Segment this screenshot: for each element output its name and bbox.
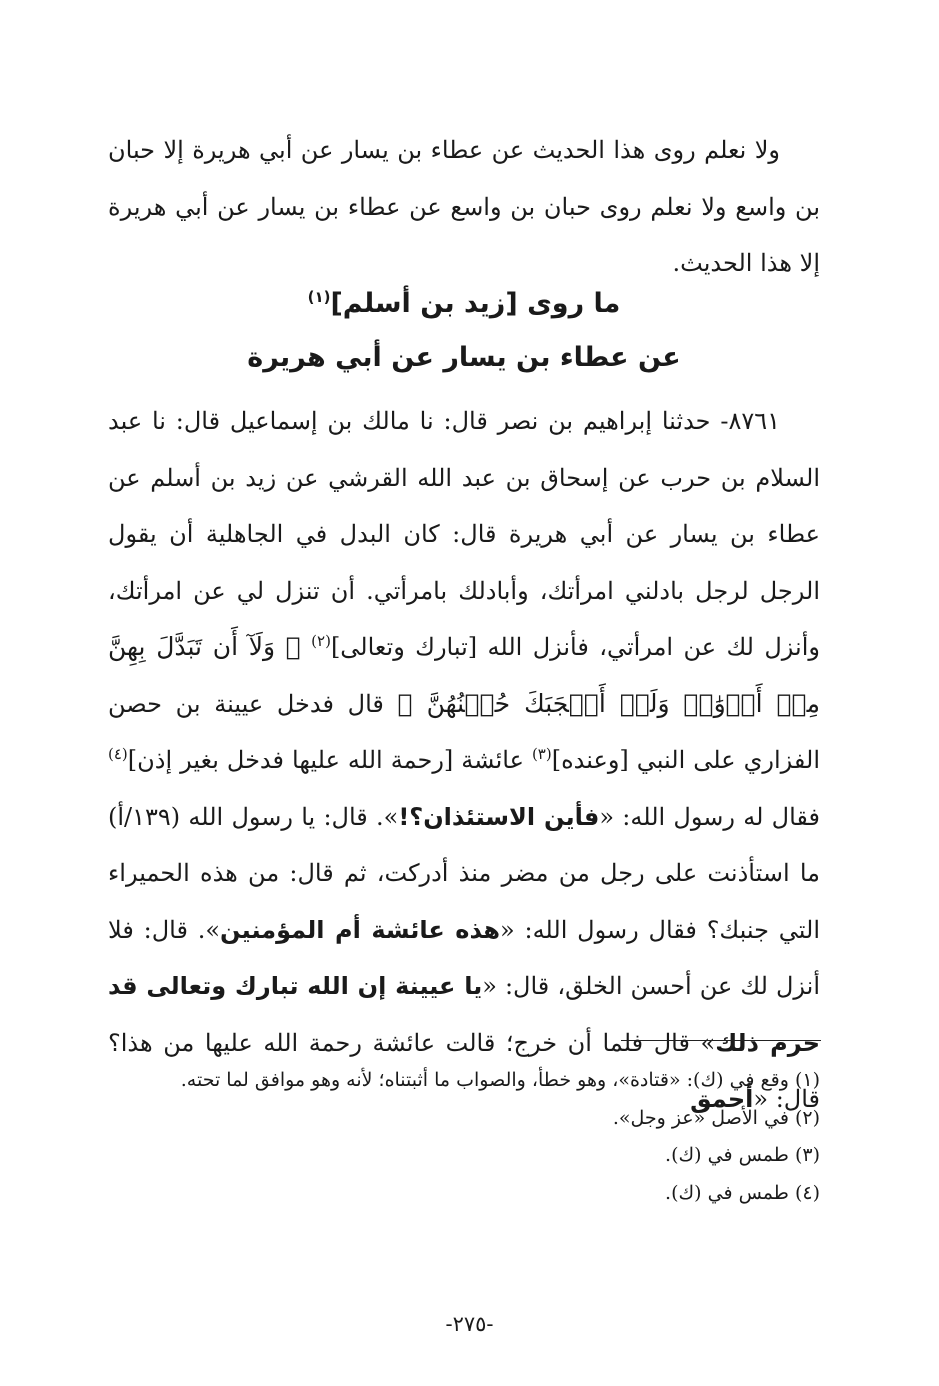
hadith-text-2: قال فدخل عيينة بن حصن الفزاري على النبي [وعنده] <box>108 689 820 774</box>
footnote-4: (٤) طمس في (ك). <box>665 1181 820 1204</box>
page-number: -٢٧٥- <box>445 1312 494 1336</box>
hadith-text-4: فقال له رسول الله: « <box>599 802 820 831</box>
footnotes <box>108 1062 820 1212</box>
prophet-quote-4: أحمق <box>690 1085 754 1113</box>
hadith-number: ٨٧٦١ <box>728 407 780 435</box>
hadith-text-6: ». قال: فلا أنزل لك عن أحسن الخلق، قال: « <box>108 915 820 1000</box>
footnote-ref-4: (٤) <box>108 745 128 763</box>
footnote-ref-1: (١) <box>307 288 331 306</box>
footnote-separator <box>621 1040 821 1041</box>
footnote-1: (١) وقع في (ك): «قتادة»، وهو خطأ، والصواب ما أثبتناه؛ لأنه وهو موافق لما تحته. <box>180 1069 820 1091</box>
footnote-3: (٣) طمس في (ك). <box>665 1144 820 1166</box>
intro-text: ولا نعلم روى هذا الحديث عن عطاء بن يسار عن أبي هريرة إلا حبان بن واسع ولا نعلم روى حبان بن واسع عن عطاء بن يسار عن أبي هريرة إلا هذا الحديث. <box>108 136 820 277</box>
quran-verse: ﴿ وَلَآ أَن تَبَدَّلَ بِهِنَّ مِنۡ أَزۡوَٰجٖ وَلَوۡ أَعۡجَبَكَ حُسۡنُهُنَّ ﴾ <box>108 632 820 718</box>
intro-paragraph <box>108 122 820 292</box>
heading-title: ما روى [زيد بن أسلم] <box>330 288 621 319</box>
footnote-ref-2: (٢) <box>311 632 331 650</box>
hadith-text-5: ». قال: يا رسول الله (١٣٩/أ) ما استأذنت على رجل من مضر منذ أدركت، ثم قال: من هذه الحميراء التي جنبك؟ فقال رسول الله: « <box>108 802 821 944</box>
footnote-2: (٢) في الأصل «عز وجل». <box>612 1106 820 1129</box>
footnote-ref-3: (٣) <box>531 745 552 763</box>
section-heading-line-2: عن عطاء بن يسار عن أبي هريرة <box>247 342 681 373</box>
hadith-text-7: » قال فلما أن خرج؛ قالت عائشة رحمة الله عليها من هذا؟ قال: « <box>108 1028 820 1113</box>
hadith-text-3: عائشة [رحمة الله عليها فدخل بغير إذن] <box>127 746 532 774</box>
prophet-quote-3: يا عيينة إن الله تبارك وتعالى قد حرم ذلك <box>108 972 820 1057</box>
prophet-quote-1: فأين الاستئذان؟! <box>398 802 600 831</box>
hadith-text-1: - حدثنا إبراهيم بن نصر قال: نا مالك بن إسماعيل قال: نا عبد السلام بن حرب عن إسحاق بن عبد الله القرشي عن زيد بن أسلم عن عطاء بن يسار عن أبي هريرة قال: كان البدل في الجاهلية أن يقول الرجل لرجل بادلني امرأتك، وأبادلك بامرأتي. أن تنزل لي عن امرأتك، وأنزل لك عن امرأتي، فأنزل الله [تبارك وتعالى] <box>108 407 820 661</box>
prophet-quote-2: هذه عائشة أم المؤمنين <box>220 915 500 944</box>
section-heading-line-1 <box>108 288 820 319</box>
hadith-paragraph <box>108 393 820 1128</box>
